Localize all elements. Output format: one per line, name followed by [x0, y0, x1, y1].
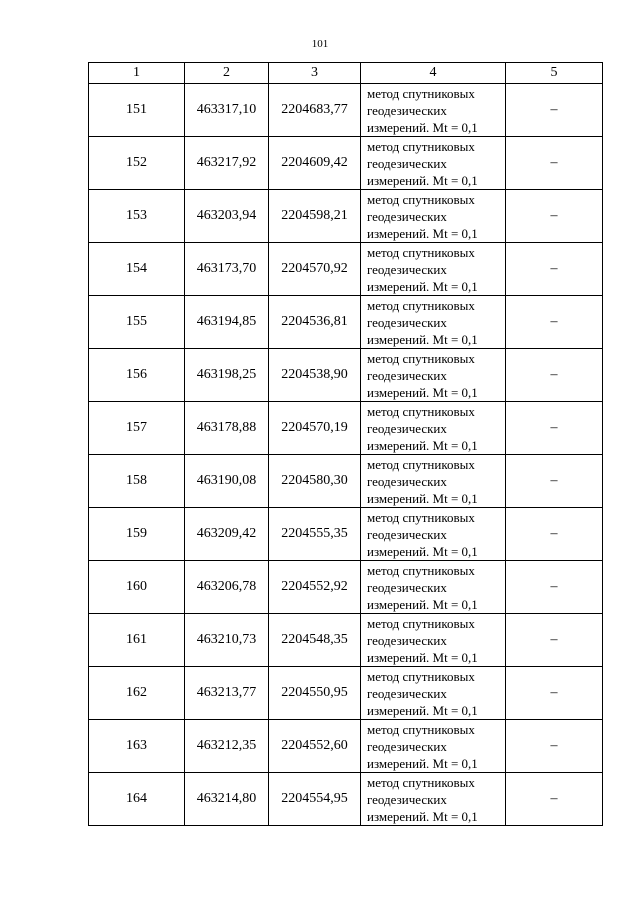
note-cell: –: [506, 508, 603, 561]
method-cell: [361, 296, 506, 349]
method-cell: [361, 137, 506, 190]
method-line: измерений. Mt = 0,1: [367, 278, 478, 294]
y-coordinate-cell: 2204683,77: [269, 84, 361, 137]
point-number-cell: 163: [89, 720, 185, 773]
y-coordinate-cell: 2204554,95: [269, 773, 361, 826]
method-line: геодезических: [367, 738, 447, 754]
table-row: [89, 561, 603, 614]
x-coordinate-cell: 463209,42: [185, 508, 269, 561]
x-coordinate-cell: 463217,92: [185, 137, 269, 190]
method-cell: [361, 84, 506, 137]
method-line: геодезических: [367, 261, 447, 277]
coordinates-table: [88, 62, 603, 826]
method-line: измерений. Mt = 0,1: [367, 384, 478, 400]
point-number-cell: 161: [89, 614, 185, 667]
method-line: метод спутниковых: [367, 85, 475, 101]
method-line: измерений. Mt = 0,1: [367, 172, 478, 188]
method-line: измерений. Mt = 0,1: [367, 649, 478, 665]
note-cell: –: [506, 614, 603, 667]
point-number-cell: 157: [89, 402, 185, 455]
column-header: 3: [269, 63, 361, 84]
note-cell: –: [506, 349, 603, 402]
method-cell: [361, 667, 506, 720]
y-coordinate-cell: 2204609,42: [269, 137, 361, 190]
column-header: 2: [185, 63, 269, 84]
x-coordinate-cell: 463190,08: [185, 455, 269, 508]
note-cell: –: [506, 667, 603, 720]
table-row: [89, 455, 603, 508]
method-cell: [361, 561, 506, 614]
method-cell: [361, 243, 506, 296]
note-cell: –: [506, 402, 603, 455]
method-line: измерений. Mt = 0,1: [367, 755, 478, 771]
method-cell: [361, 773, 506, 826]
method-line: геодезических: [367, 791, 447, 807]
x-coordinate-cell: 463203,94: [185, 190, 269, 243]
point-number-cell: 154: [89, 243, 185, 296]
y-coordinate-cell: 2204598,21: [269, 190, 361, 243]
method-line: метод спутниковых: [367, 350, 475, 366]
table-header-row: [89, 63, 603, 84]
y-coordinate-cell: 2204555,35: [269, 508, 361, 561]
x-coordinate-cell: 463214,80: [185, 773, 269, 826]
y-coordinate-cell: 2204570,19: [269, 402, 361, 455]
method-cell: [361, 720, 506, 773]
note-cell: –: [506, 84, 603, 137]
method-line: измерений. Mt = 0,1: [367, 596, 478, 612]
method-line: геодезических: [367, 473, 447, 489]
method-cell: [361, 402, 506, 455]
note-cell: –: [506, 296, 603, 349]
note-cell: –: [506, 455, 603, 508]
method-line: измерений. Mt = 0,1: [367, 437, 478, 453]
method-line: измерений. Mt = 0,1: [367, 331, 478, 347]
method-line: геодезических: [367, 155, 447, 171]
method-line: геодезических: [367, 632, 447, 648]
y-coordinate-cell: 2204570,92: [269, 243, 361, 296]
method-cell: [361, 349, 506, 402]
point-number-cell: 152: [89, 137, 185, 190]
y-coordinate-cell: 2204580,30: [269, 455, 361, 508]
page-number: 101: [311, 38, 329, 50]
method-line: метод спутниковых: [367, 403, 475, 419]
column-header: 1: [89, 63, 185, 84]
method-line: метод спутниковых: [367, 668, 475, 684]
point-number-cell: 151: [89, 84, 185, 137]
column-header: 4: [361, 63, 506, 84]
x-coordinate-cell: 463178,88: [185, 402, 269, 455]
column-header: 5: [506, 63, 603, 84]
method-cell: [361, 455, 506, 508]
y-coordinate-cell: 2204552,60: [269, 720, 361, 773]
x-coordinate-cell: 463317,10: [185, 84, 269, 137]
table-row: [89, 243, 603, 296]
method-line: геодезических: [367, 685, 447, 701]
method-line: измерений. Mt = 0,1: [367, 808, 478, 824]
x-coordinate-cell: 463210,73: [185, 614, 269, 667]
table-row: [89, 402, 603, 455]
y-coordinate-cell: 2204552,92: [269, 561, 361, 614]
point-number-cell: 156: [89, 349, 185, 402]
table-row: [89, 773, 603, 826]
method-line: метод спутниковых: [367, 456, 475, 472]
method-line: метод спутниковых: [367, 562, 475, 578]
table-row: [89, 508, 603, 561]
point-number-cell: 164: [89, 773, 185, 826]
method-line: геодезических: [367, 208, 447, 224]
y-coordinate-cell: 2204538,90: [269, 349, 361, 402]
method-line: метод спутниковых: [367, 297, 475, 313]
point-number-cell: 158: [89, 455, 185, 508]
table-row: [89, 614, 603, 667]
y-coordinate-cell: 2204550,95: [269, 667, 361, 720]
table-row: [89, 296, 603, 349]
table-row: [89, 137, 603, 190]
note-cell: –: [506, 190, 603, 243]
y-coordinate-cell: 2204548,35: [269, 614, 361, 667]
x-coordinate-cell: 463212,35: [185, 720, 269, 773]
point-number-cell: 159: [89, 508, 185, 561]
point-number-cell: 162: [89, 667, 185, 720]
note-cell: –: [506, 720, 603, 773]
method-line: метод спутниковых: [367, 509, 475, 525]
method-line: измерений. Mt = 0,1: [367, 119, 478, 135]
x-coordinate-cell: 463213,77: [185, 667, 269, 720]
method-cell: [361, 508, 506, 561]
note-cell: –: [506, 243, 603, 296]
method-line: метод спутниковых: [367, 138, 475, 154]
note-cell: –: [506, 137, 603, 190]
point-number-cell: 155: [89, 296, 185, 349]
method-line: геодезических: [367, 526, 447, 542]
method-cell: [361, 614, 506, 667]
x-coordinate-cell: 463173,70: [185, 243, 269, 296]
method-line: измерений. Mt = 0,1: [367, 702, 478, 718]
method-line: метод спутниковых: [367, 191, 475, 207]
point-number-cell: 160: [89, 561, 185, 614]
method-line: метод спутниковых: [367, 615, 475, 631]
method-line: геодезических: [367, 367, 447, 383]
method-line: метод спутниковых: [367, 774, 475, 790]
method-line: геодезических: [367, 314, 447, 330]
note-cell: –: [506, 561, 603, 614]
table-row: [89, 84, 603, 137]
method-line: измерений. Mt = 0,1: [367, 490, 478, 506]
method-line: метод спутниковых: [367, 244, 475, 260]
note-cell: –: [506, 773, 603, 826]
table-row: [89, 349, 603, 402]
x-coordinate-cell: 463194,85: [185, 296, 269, 349]
method-line: метод спутниковых: [367, 721, 475, 737]
x-coordinate-cell: 463206,78: [185, 561, 269, 614]
table-body: [89, 84, 603, 826]
table-row: [89, 190, 603, 243]
method-line: измерений. Mt = 0,1: [367, 543, 478, 559]
method-line: геодезических: [367, 579, 447, 595]
table-row: [89, 667, 603, 720]
method-line: геодезических: [367, 102, 447, 118]
y-coordinate-cell: 2204536,81: [269, 296, 361, 349]
table-row: [89, 720, 603, 773]
x-coordinate-cell: 463198,25: [185, 349, 269, 402]
method-cell: [361, 190, 506, 243]
method-line: геодезических: [367, 420, 447, 436]
point-number-cell: 153: [89, 190, 185, 243]
method-line: измерений. Mt = 0,1: [367, 225, 478, 241]
